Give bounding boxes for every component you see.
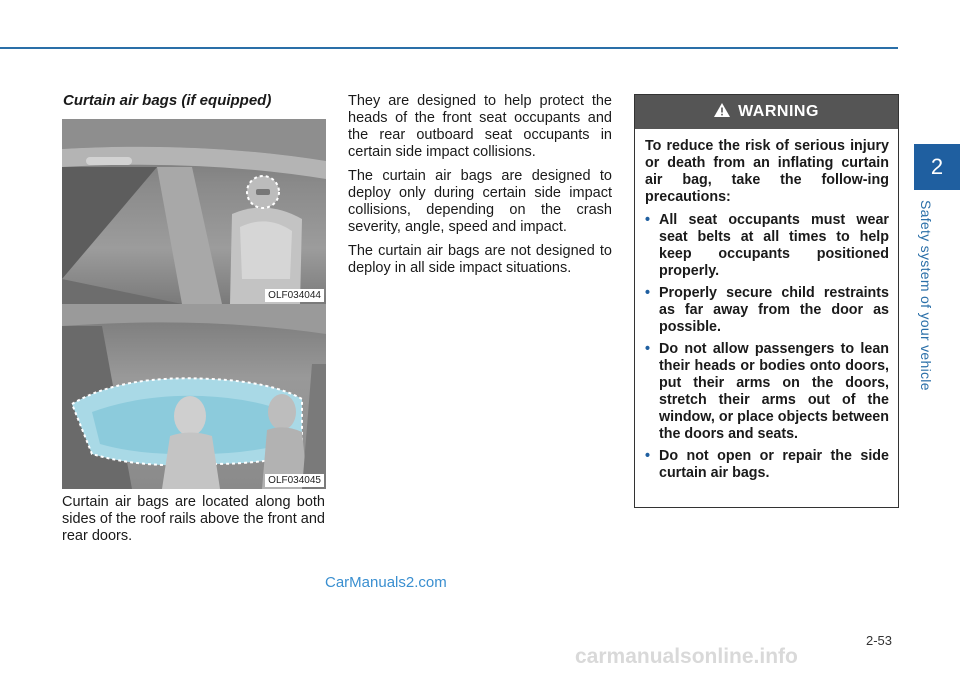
footer-watermark: carmanualsonline.info: [575, 645, 798, 668]
figure-curtain-airbag-deployed: [62, 304, 326, 489]
section-title: Curtain air bags (if equipped): [63, 92, 272, 109]
deployed-airbag-illustration: [62, 304, 326, 489]
warning-heading: WARNING: [738, 103, 819, 120]
warning-intro: To reduce the risk of serious injury or death from an inflating curtain air bag, take the follow-ing precautions:: [645, 138, 889, 205]
figure-roof-interior: [62, 119, 326, 304]
list-item: • All seat occupants must wear seat belts at all times to help keep occupants positioned properly.: [645, 212, 889, 279]
paragraph: They are designed to help protect the heads of the front seat occupants and the rear outboard seat occupants in certain side impact collisions.: [348, 93, 612, 160]
paragraph: Curtain air bags are located along both sides of the roof rails above the front and rear doors.: [62, 494, 325, 544]
list-item: • Properly secure child restraints as far away from the door as possible.: [645, 285, 889, 335]
warning-list: [645, 212, 889, 482]
bullet-icon: •: [645, 448, 651, 464]
bullet-icon: •: [645, 212, 651, 228]
warning-box: [634, 94, 899, 508]
figure-label: OLF034045: [265, 474, 324, 487]
chapter-number-tab[interactable]: 2: [914, 144, 960, 190]
paragraph: The curtain air bags are not designed to deploy in all side impact situations.: [348, 243, 612, 276]
bullet-icon: •: [645, 285, 651, 301]
chapter-title: Safety system of your vehicle: [918, 200, 934, 391]
middle-column-text: [348, 93, 612, 284]
page-number: 2-53: [866, 633, 893, 648]
figure-label: OLF034044: [265, 289, 324, 302]
left-column-text: [62, 494, 325, 552]
header-rule: [0, 47, 898, 49]
list-item: • Do not open or repair the side curtain air bags.: [645, 448, 889, 481]
warning-body: [635, 129, 898, 482]
paragraph: The curtain air bags are designed to deploy only during certain side impact collisions, depending on the crash severity, angle, speed and impact.: [348, 168, 612, 235]
roof-interior-illustration: [62, 119, 326, 304]
bullet-icon: •: [645, 341, 651, 357]
warning-header: [635, 95, 898, 129]
warning-triangle-icon: [714, 103, 730, 122]
list-item: • Do not allow passengers to lean their heads or bodies onto doors, put their arms on the doors, stretch their arms out of the window, or place objects between the doors and seats.: [645, 341, 889, 442]
site-watermark-link[interactable]: CarManuals2.com: [325, 574, 447, 591]
